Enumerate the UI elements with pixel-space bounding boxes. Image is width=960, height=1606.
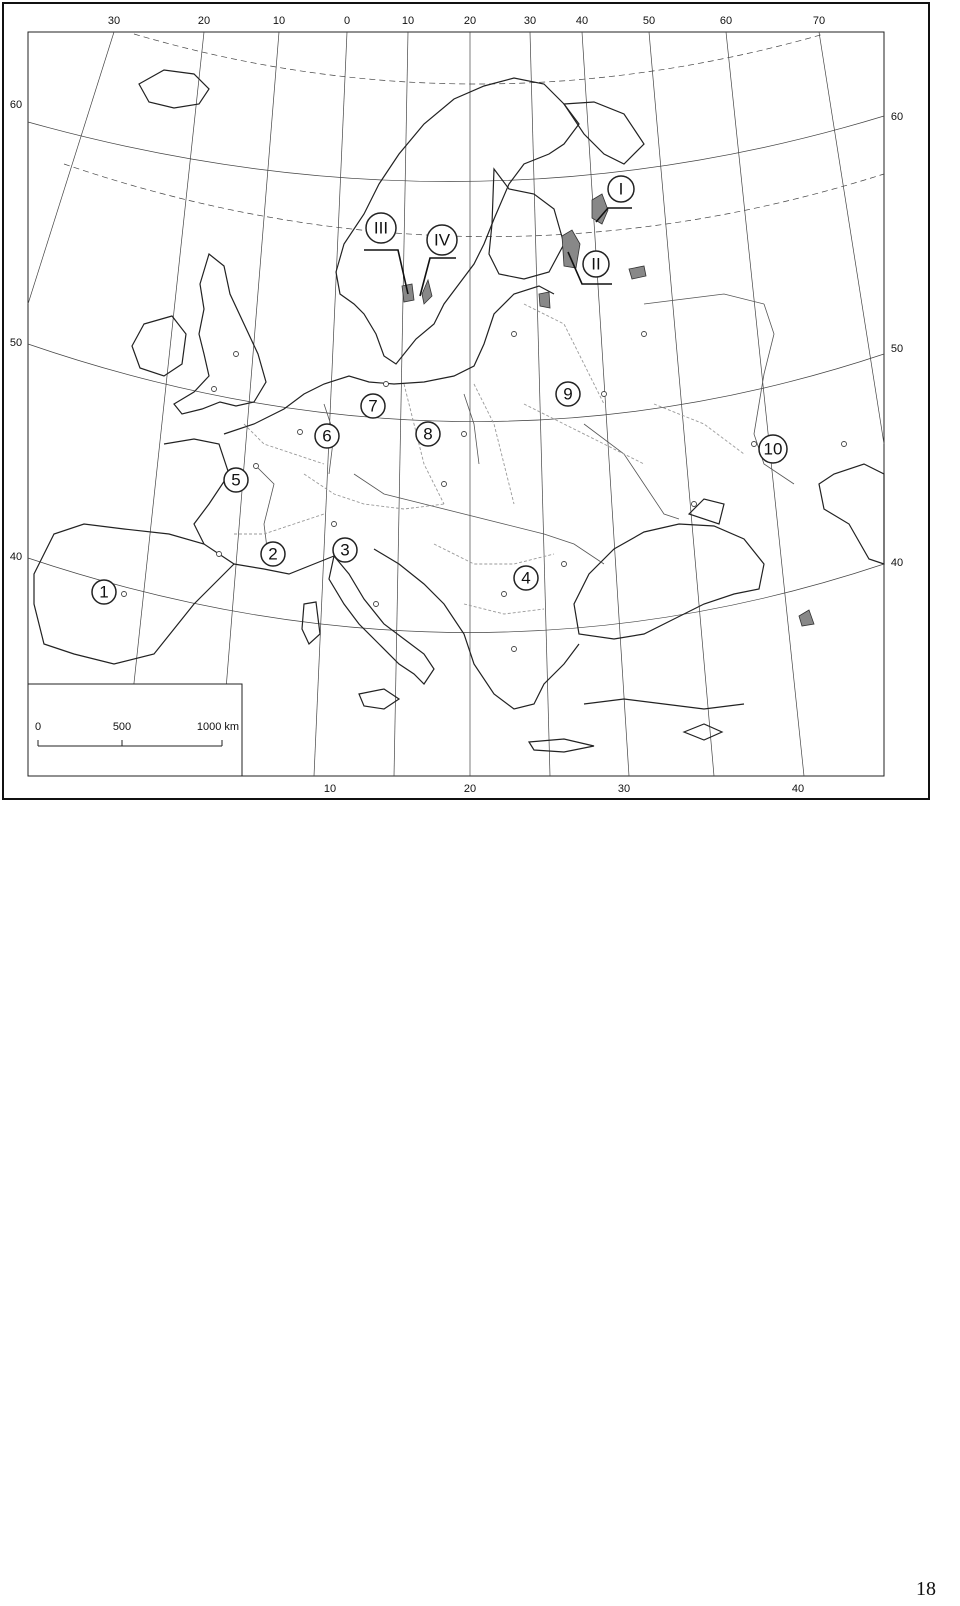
- lon-top-label: 50: [642, 15, 656, 27]
- lon-bottom-label: 40: [791, 783, 805, 795]
- map-frame: [2, 2, 930, 800]
- scale-label-500: 500: [112, 721, 132, 733]
- marker-9[interactable]: [556, 382, 580, 406]
- lon-top-label: 10: [272, 15, 286, 27]
- page-number: 18: [916, 1578, 936, 1600]
- marker-8[interactable]: [416, 422, 440, 446]
- marker-2-label: 2: [268, 544, 278, 564]
- coastlines: [34, 70, 884, 752]
- lake-marker-II-label: II: [591, 254, 601, 274]
- marker-8-label: 8: [423, 424, 433, 444]
- scale-label-1000: 1000 km: [196, 721, 240, 733]
- lake-sevan: [799, 610, 814, 626]
- marker-1[interactable]: [92, 580, 116, 604]
- lake-peipus: [539, 292, 550, 308]
- marker-7-label: 7: [368, 396, 378, 416]
- marker-6[interactable]: [315, 424, 339, 448]
- lon-top-label: 60: [719, 15, 733, 27]
- scale-label-0: 0: [34, 721, 42, 733]
- marker-3[interactable]: [333, 538, 357, 562]
- lat-right-label: 60: [890, 111, 904, 123]
- marker-10[interactable]: [759, 435, 787, 463]
- lake-marker-I-label: I: [618, 179, 624, 199]
- lake-onega: [592, 194, 608, 224]
- lon-top-label: 20: [463, 15, 477, 27]
- lon-top-label: 70: [812, 15, 826, 27]
- marker-1-label: 1: [99, 582, 109, 602]
- marker-9-label: 9: [563, 384, 573, 404]
- lake-ladoga: [562, 230, 580, 268]
- marker-3-label: 3: [340, 540, 350, 560]
- lat-left-label: 40: [9, 551, 23, 563]
- lake-marker-III-label: III: [373, 218, 389, 238]
- lon-top-label: 30: [107, 15, 121, 27]
- cities: [122, 332, 847, 652]
- borders: [234, 304, 744, 614]
- longitude-lines: [28, 32, 884, 776]
- latitude-lines: [28, 34, 884, 633]
- lat-right-label: 50: [890, 343, 904, 355]
- lat-right-label: 40: [890, 557, 904, 569]
- lon-bottom-label: 30: [617, 783, 631, 795]
- lon-top-label: 20: [197, 15, 211, 27]
- marker-10-label: 10: [763, 439, 783, 459]
- marker-2[interactable]: [261, 542, 285, 566]
- lat-left-label: 50: [9, 337, 23, 349]
- bottom-longitude-labels: [324, 783, 804, 795]
- rybinsk-reservoir: [629, 266, 646, 279]
- scale-bar: [28, 684, 242, 776]
- marker-4[interactable]: [514, 566, 538, 590]
- marker-7[interactable]: [361, 394, 385, 418]
- right-latitude-labels: [891, 111, 903, 569]
- lon-top-label: 10: [401, 15, 415, 27]
- marker-5-label: 5: [231, 470, 241, 490]
- lon-bottom-label: 20: [463, 783, 477, 795]
- lake-marker-III[interactable]: [364, 213, 408, 294]
- europe-map: [4, 4, 928, 798]
- lon-bottom-label: 10: [323, 783, 337, 795]
- top-longitude-labels: [108, 15, 825, 27]
- marker-5[interactable]: [224, 468, 248, 492]
- lat-left-label: 60: [9, 99, 23, 111]
- lon-top-label: 40: [575, 15, 589, 27]
- lake-marker-IV-label: IV: [433, 230, 451, 250]
- left-latitude-labels: [10, 99, 22, 563]
- lon-top-label: 30: [523, 15, 537, 27]
- marker-4-label: 4: [521, 568, 531, 588]
- map-area-border: [28, 32, 884, 776]
- lon-top-label: 0: [343, 15, 351, 27]
- marker-6-label: 6: [322, 426, 332, 446]
